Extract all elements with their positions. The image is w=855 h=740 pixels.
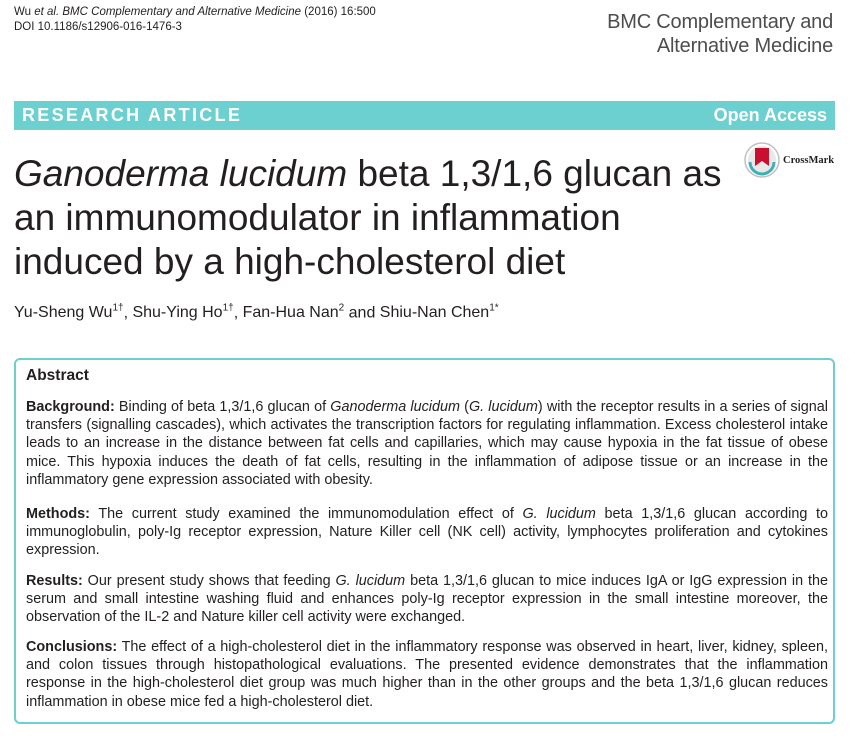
section-text: beta 1,3/1,6 glucan according to immunoglobulin, poly-Ig receptor expression, Nature Killer cell (NK cell) activity, lymphocytes proliferation and cytokines expression. <box>26 506 828 559</box>
citation-line <box>14 5 376 20</box>
title-line-1-rest: beta 1,3/1,6 glucan as <box>347 153 722 194</box>
citation-header <box>14 5 376 35</box>
title-line-2: an immunomodulator in inflammation <box>14 197 621 238</box>
author[interactable] <box>380 304 499 321</box>
author-name: Yu-Sheng Wu <box>14 304 113 322</box>
author[interactable] <box>14 304 124 321</box>
title-line-1 <box>14 153 722 194</box>
section-text: ( <box>459 399 469 415</box>
section-text: Binding of beta 1,3/1,6 glucan of <box>114 399 331 415</box>
abstract-conclusions <box>26 638 828 711</box>
abstract-heading: Abstract <box>26 367 89 384</box>
author-separator: , <box>233 304 243 322</box>
crossmark-label: CrossMark <box>783 154 835 166</box>
journal-name-line1: BMC Complementary and <box>607 11 833 33</box>
journal-name-line2: Alternative Medicine <box>656 35 833 57</box>
author[interactable] <box>132 304 233 321</box>
citation-year-vol: (2016) 16:500 <box>304 6 376 18</box>
section-italic: Ganoderma lucidum <box>330 399 460 415</box>
author-separator: and <box>344 304 380 322</box>
author-affiliation: 1† <box>222 303 234 314</box>
author-affiliation: 2 <box>338 303 345 314</box>
abstract-box <box>14 358 835 724</box>
citation-authors: Wu <box>14 6 32 18</box>
section-label: Results: <box>26 573 83 589</box>
section-text: The effect of a high-cholesterol diet in the inflammatory response was observed in heart, liver, kidney, spleen, and colon tissues through histopathological evaluations. The presented evidence demonstrates that the inflammation response in the high-cholesterol diet group was much higher than in the other groups and the beta 1,3/1,6 glucan reduces inflammation in obese mice fed a high-cholesterol diet. <box>26 639 828 710</box>
author-name: Shu-Ying Ho <box>132 304 223 322</box>
section-italic: G. lucidum <box>335 573 406 589</box>
section-text: beta 1,3/1,6 glucan to mice induces IgA or IgG expression in the serum and small intestine washing fluid and enhances poly-Ig receptor expression in the small intestine moreover, the observation of the IL-2 and Nature killer cell activity were exchanged. <box>26 573 828 626</box>
crossmark-icon <box>744 142 780 178</box>
article-type-banner <box>14 101 835 130</box>
author-list <box>14 299 499 323</box>
author-affiliation: 1† <box>112 303 124 314</box>
section-italic: G. lucidum <box>522 506 596 522</box>
title-species: Ganoderma lucidum <box>14 153 348 194</box>
crossmark-badge[interactable] <box>744 142 834 178</box>
title-line-3: induced by a high-cholesterol diet <box>14 241 566 282</box>
section-italic: G. lucidum <box>468 399 538 415</box>
open-access-label: Open Access <box>713 105 827 125</box>
abstract-background <box>26 398 828 489</box>
author-affiliation: 1* <box>489 303 499 314</box>
author[interactable] <box>243 304 345 321</box>
abstract-methods <box>26 505 828 560</box>
section-text: ) with the receptor results in a series of signal transfers (signalling cascades), which activates the transcription factors for regulating inflammation. Excess cholesterol intake leads to an increase in the distance between fat cells and capillaries, which may cause hypoxia in the fat tissue of obese mice. This hypoxia induces the death of fat cells, resulting in the inflammation of adipose tissue or an increase in the inflammatory gene expression associated with obesity. <box>26 399 828 488</box>
section-label: Conclusions: <box>26 639 118 655</box>
section-text: The current study examined the immunomodulation effect of <box>89 506 523 522</box>
citation-journal: BMC Complementary and Alternative Medicine <box>62 6 302 18</box>
research-article-label: RESEARCH ARTICLE <box>22 105 243 125</box>
journal-name <box>607 10 833 58</box>
section-label: Methods: <box>26 506 90 522</box>
author-separator: , <box>123 304 133 322</box>
article-title <box>14 152 734 284</box>
abstract-results <box>26 572 828 627</box>
author-name: Fan-Hua Nan <box>242 304 339 322</box>
author-name: Shiu-Nan Chen <box>379 304 490 322</box>
section-label: Background: <box>26 399 115 415</box>
citation-etal: et al. <box>34 6 60 18</box>
section-text: Our present study shows that feeding <box>82 573 336 589</box>
citation-doi[interactable]: DOI 10.1186/s12906-016-1476-3 <box>14 21 182 33</box>
